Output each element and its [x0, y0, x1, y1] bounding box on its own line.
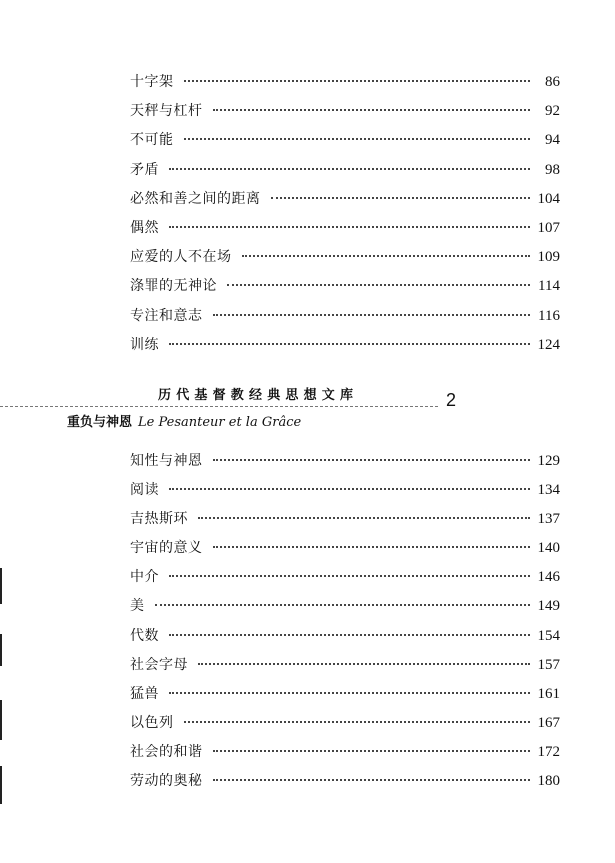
dot-leader	[242, 255, 530, 257]
toc-entry-page: 116	[538, 307, 560, 324]
toc-entry[interactable]	[130, 476, 560, 505]
toc-entry-page: 180	[537, 773, 560, 790]
toc-entry[interactable]	[130, 767, 560, 796]
toc-entry-title: 涤罪的无神论	[130, 278, 217, 295]
toc-entry[interactable]	[130, 331, 560, 360]
dot-leader	[184, 138, 531, 140]
dot-leader	[198, 663, 530, 665]
dot-leader	[184, 80, 531, 82]
book-title-zh: 重负与神恩	[67, 415, 133, 430]
toc-entry-title: 社会字母	[130, 656, 188, 673]
toc-entry[interactable]	[130, 214, 560, 243]
toc-entry[interactable]	[130, 709, 560, 738]
toc-entry[interactable]	[130, 126, 560, 155]
toc-entry[interactable]	[130, 68, 560, 97]
toc-entry-page: 134	[537, 482, 560, 499]
dot-leader	[169, 692, 530, 694]
dot-leader	[213, 459, 530, 461]
dot-leader	[213, 109, 531, 111]
toc-entry-title: 专注和意志	[130, 307, 203, 324]
toc-entry-title: 应爱的人不在场	[130, 249, 232, 266]
toc-entry[interactable]	[130, 563, 560, 592]
toc-entry[interactable]	[130, 505, 560, 534]
book-title-fr: Le Pesanteur et la Grâce	[138, 415, 302, 430]
dot-leader	[213, 546, 530, 548]
toc-entry[interactable]	[130, 622, 560, 651]
toc-entry-page: 109	[537, 249, 560, 266]
dot-leader	[169, 575, 530, 577]
toc-entry-page: 104	[537, 190, 560, 207]
toc-entry[interactable]	[130, 447, 560, 476]
scan-margin-mark	[0, 700, 2, 740]
toc-entry-page: 149	[537, 598, 560, 615]
scan-margin-mark	[0, 766, 2, 804]
toc-entry[interactable]	[130, 680, 560, 709]
toc-entry[interactable]	[130, 534, 560, 563]
dot-leader	[271, 197, 530, 199]
toc-entry-page: 92	[545, 103, 560, 120]
toc-entry-title: 阅读	[130, 482, 159, 499]
toc-entry-title: 猛兽	[130, 685, 159, 702]
toc-entry-page: 154	[537, 627, 560, 644]
dot-leader	[213, 750, 530, 752]
toc-entry[interactable]	[130, 651, 560, 680]
series-title: 历代基督教经典思想文库	[158, 388, 359, 403]
toc-entry-page: 98	[545, 161, 560, 178]
toc-entry-page: 137	[537, 511, 560, 528]
dot-leader	[213, 314, 531, 316]
toc-entry-page: 140	[537, 540, 560, 557]
dot-leader	[169, 226, 530, 228]
toc-entry-title: 矛盾	[130, 161, 159, 178]
dot-leader	[155, 604, 530, 606]
dot-leader	[198, 517, 530, 519]
toc-entry-page: 157	[537, 656, 560, 673]
toc-entry-title: 偶然	[130, 219, 159, 236]
toc-entry-title: 训练	[130, 336, 159, 353]
toc-entry-page: 161	[537, 685, 560, 702]
toc-entry-page: 172	[537, 743, 560, 760]
toc-entry-title: 天秤与杠杆	[130, 103, 203, 120]
toc-entry[interactable]	[130, 272, 560, 301]
dot-leader	[213, 779, 530, 781]
dot-leader	[184, 721, 530, 723]
toc-entry[interactable]	[130, 738, 560, 767]
toc-list-top	[130, 68, 560, 360]
toc-entry[interactable]	[130, 185, 560, 214]
toc-entry-title: 知性与神恩	[130, 453, 203, 469]
book-title	[67, 411, 301, 430]
toc-entry-title: 劳动的奥秘	[130, 773, 203, 790]
toc-entry-page: 146	[537, 569, 560, 586]
toc-entry-page: 86	[545, 74, 560, 90]
scan-margin-mark	[0, 634, 2, 666]
dot-leader	[169, 343, 530, 345]
toc-entry-page: 124	[537, 336, 560, 353]
toc-entry[interactable]	[130, 243, 560, 272]
dot-leader	[169, 168, 530, 170]
dot-leader	[169, 634, 530, 636]
dot-leader	[227, 284, 530, 286]
toc-entry-title: 吉热斯环	[130, 511, 188, 528]
toc-entry[interactable]	[130, 97, 560, 126]
toc-entry[interactable]	[130, 156, 560, 185]
toc-entry-page: 129	[537, 453, 560, 469]
dot-leader	[169, 488, 530, 490]
toc-entry-title: 必然和善之间的距离	[130, 190, 261, 207]
header-divider	[0, 406, 438, 407]
toc-entry-page: 114	[538, 278, 560, 295]
volume-number: 2	[446, 390, 457, 410]
toc-entry-title: 美	[130, 598, 145, 615]
toc-entry-title: 社会的和谐	[130, 743, 203, 760]
toc-entry-page: 167	[537, 714, 560, 731]
toc-entry-title: 十字架	[130, 74, 174, 90]
toc-entry-title: 代数	[130, 627, 159, 644]
toc-entry-title: 宇宙的意义	[130, 540, 203, 557]
toc-entry-page: 94	[545, 132, 560, 149]
toc-entry-page: 107	[537, 219, 560, 236]
toc-entry-title: 中介	[130, 569, 159, 586]
toc-entry[interactable]	[130, 592, 560, 621]
toc-entry-title: 以色列	[130, 714, 174, 731]
toc-entry[interactable]	[130, 302, 560, 331]
toc-entry-title: 不可能	[130, 132, 174, 149]
scan-margin-mark	[0, 568, 2, 604]
toc-list-bottom	[130, 447, 560, 796]
